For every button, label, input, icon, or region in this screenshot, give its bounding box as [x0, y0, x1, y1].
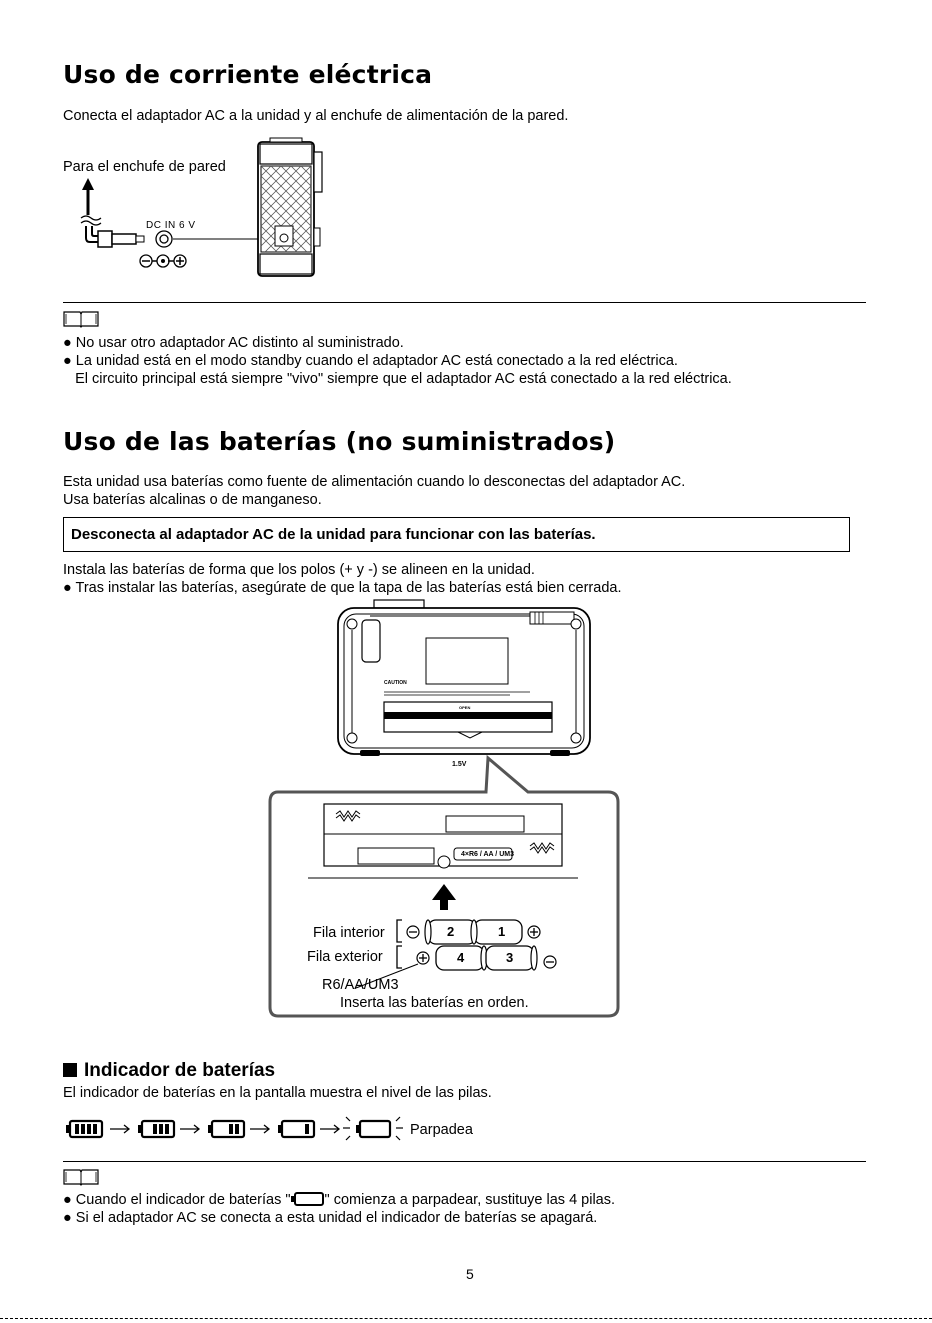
note-item: ● No usar otro adaptador AC distinto al suministrado. [63, 335, 404, 351]
page-number: 5 [466, 1266, 474, 1282]
battery-empty-icon [291, 1191, 325, 1207]
note-book-icon [63, 1168, 99, 1186]
section-intro-batteries [63, 473, 685, 509]
note-list-indicator [63, 1191, 615, 1227]
compartment-label: 4×R6 / AA / UM3 [461, 851, 514, 858]
dc-in-label: DC IN 6 V [146, 220, 196, 231]
note-item: ● Cuando el indicador de baterías " " comienza a parpadear, sustituye las 4 pilas. [63, 1192, 616, 1208]
note-item: El circuito principal está siempre "vivo" siempre que el adaptador AC está conectado a la red eléctrica. [63, 371, 732, 387]
subsection-battery-indicator [63, 1060, 275, 1082]
inner-row-label: Fila interior [313, 925, 385, 941]
warning-text: Desconecta al adaptador AC de la unidad para funcionar con las baterías. [71, 526, 596, 543]
note-book-icon [63, 310, 99, 328]
section-divider [63, 1161, 866, 1162]
note-list-ac [63, 334, 732, 388]
open-label: OPEN [459, 705, 471, 710]
indicator-intro: El indicador de baterías en la pantalla muestra el nivel de las pilas. [63, 1085, 492, 1101]
outer-row-label: Fila exterior [307, 949, 383, 965]
battery-number: 4 [457, 950, 465, 965]
battery-number: 2 [447, 924, 455, 939]
section-intro-ac: Conecta el adaptador AC a la unidad y al enchufe de alimentación de la pared. [63, 108, 569, 124]
battery-number: 1 [498, 924, 506, 939]
intro-line: Usa baterías alcalinas o de manganeso. [63, 492, 322, 508]
intro-line: Esta unidad usa baterías como fuente de alimentación cuando lo desconectas del adaptador AC. [63, 474, 686, 490]
battery-three-quarter-icon [138, 1121, 174, 1137]
device-back-diagram [330, 600, 600, 760]
battery-empty-blinking-icon [343, 1117, 403, 1140]
note-item: ● Si el adaptador AC se conecta a esta unidad el indicador de baterías se apagará. [63, 1210, 598, 1226]
battery-type-label: R6/AA/UM3 [322, 977, 399, 993]
battery-caption: Inserta las baterías en orden. [340, 995, 529, 1011]
wall-outlet-label: Para el enchufe de pared [63, 159, 226, 175]
section-title-ac-power: Uso de corriente eléctrica [63, 60, 433, 89]
battery-half-icon [208, 1121, 244, 1137]
note-item: ● La unidad está en el modo standby cuando el adaptador AC está conectado a la red eléctrica. [63, 353, 678, 369]
battery-callout-diagram [268, 752, 620, 1018]
install-instructions [63, 561, 621, 597]
install-line: ● Tras instalar las baterías, asegúrate de que la tapa de las baterías está bien cerrada. [63, 580, 622, 596]
section-divider [63, 302, 866, 303]
battery-low-icon [278, 1121, 314, 1137]
square-bullet-icon [63, 1063, 77, 1077]
ac-connection-diagram [60, 130, 340, 280]
install-line: Instala las baterías de forma que los polos (+ y -) se alineen en la unidad. [63, 562, 535, 578]
caution-label: CAUTION [384, 680, 407, 686]
blink-label: Parpadea [410, 1122, 473, 1138]
warning-box [63, 517, 850, 552]
subsection-title: Indicador de baterías [84, 1060, 276, 1081]
battery-full-icon [66, 1121, 102, 1137]
battery-number: 3 [506, 950, 514, 965]
cell-label: 1.5V [452, 761, 467, 768]
page-cut-line [0, 1318, 932, 1319]
battery-level-sequence [66, 1115, 406, 1145]
section-title-batteries: Uso de las baterías (no suministrados) [63, 427, 616, 456]
